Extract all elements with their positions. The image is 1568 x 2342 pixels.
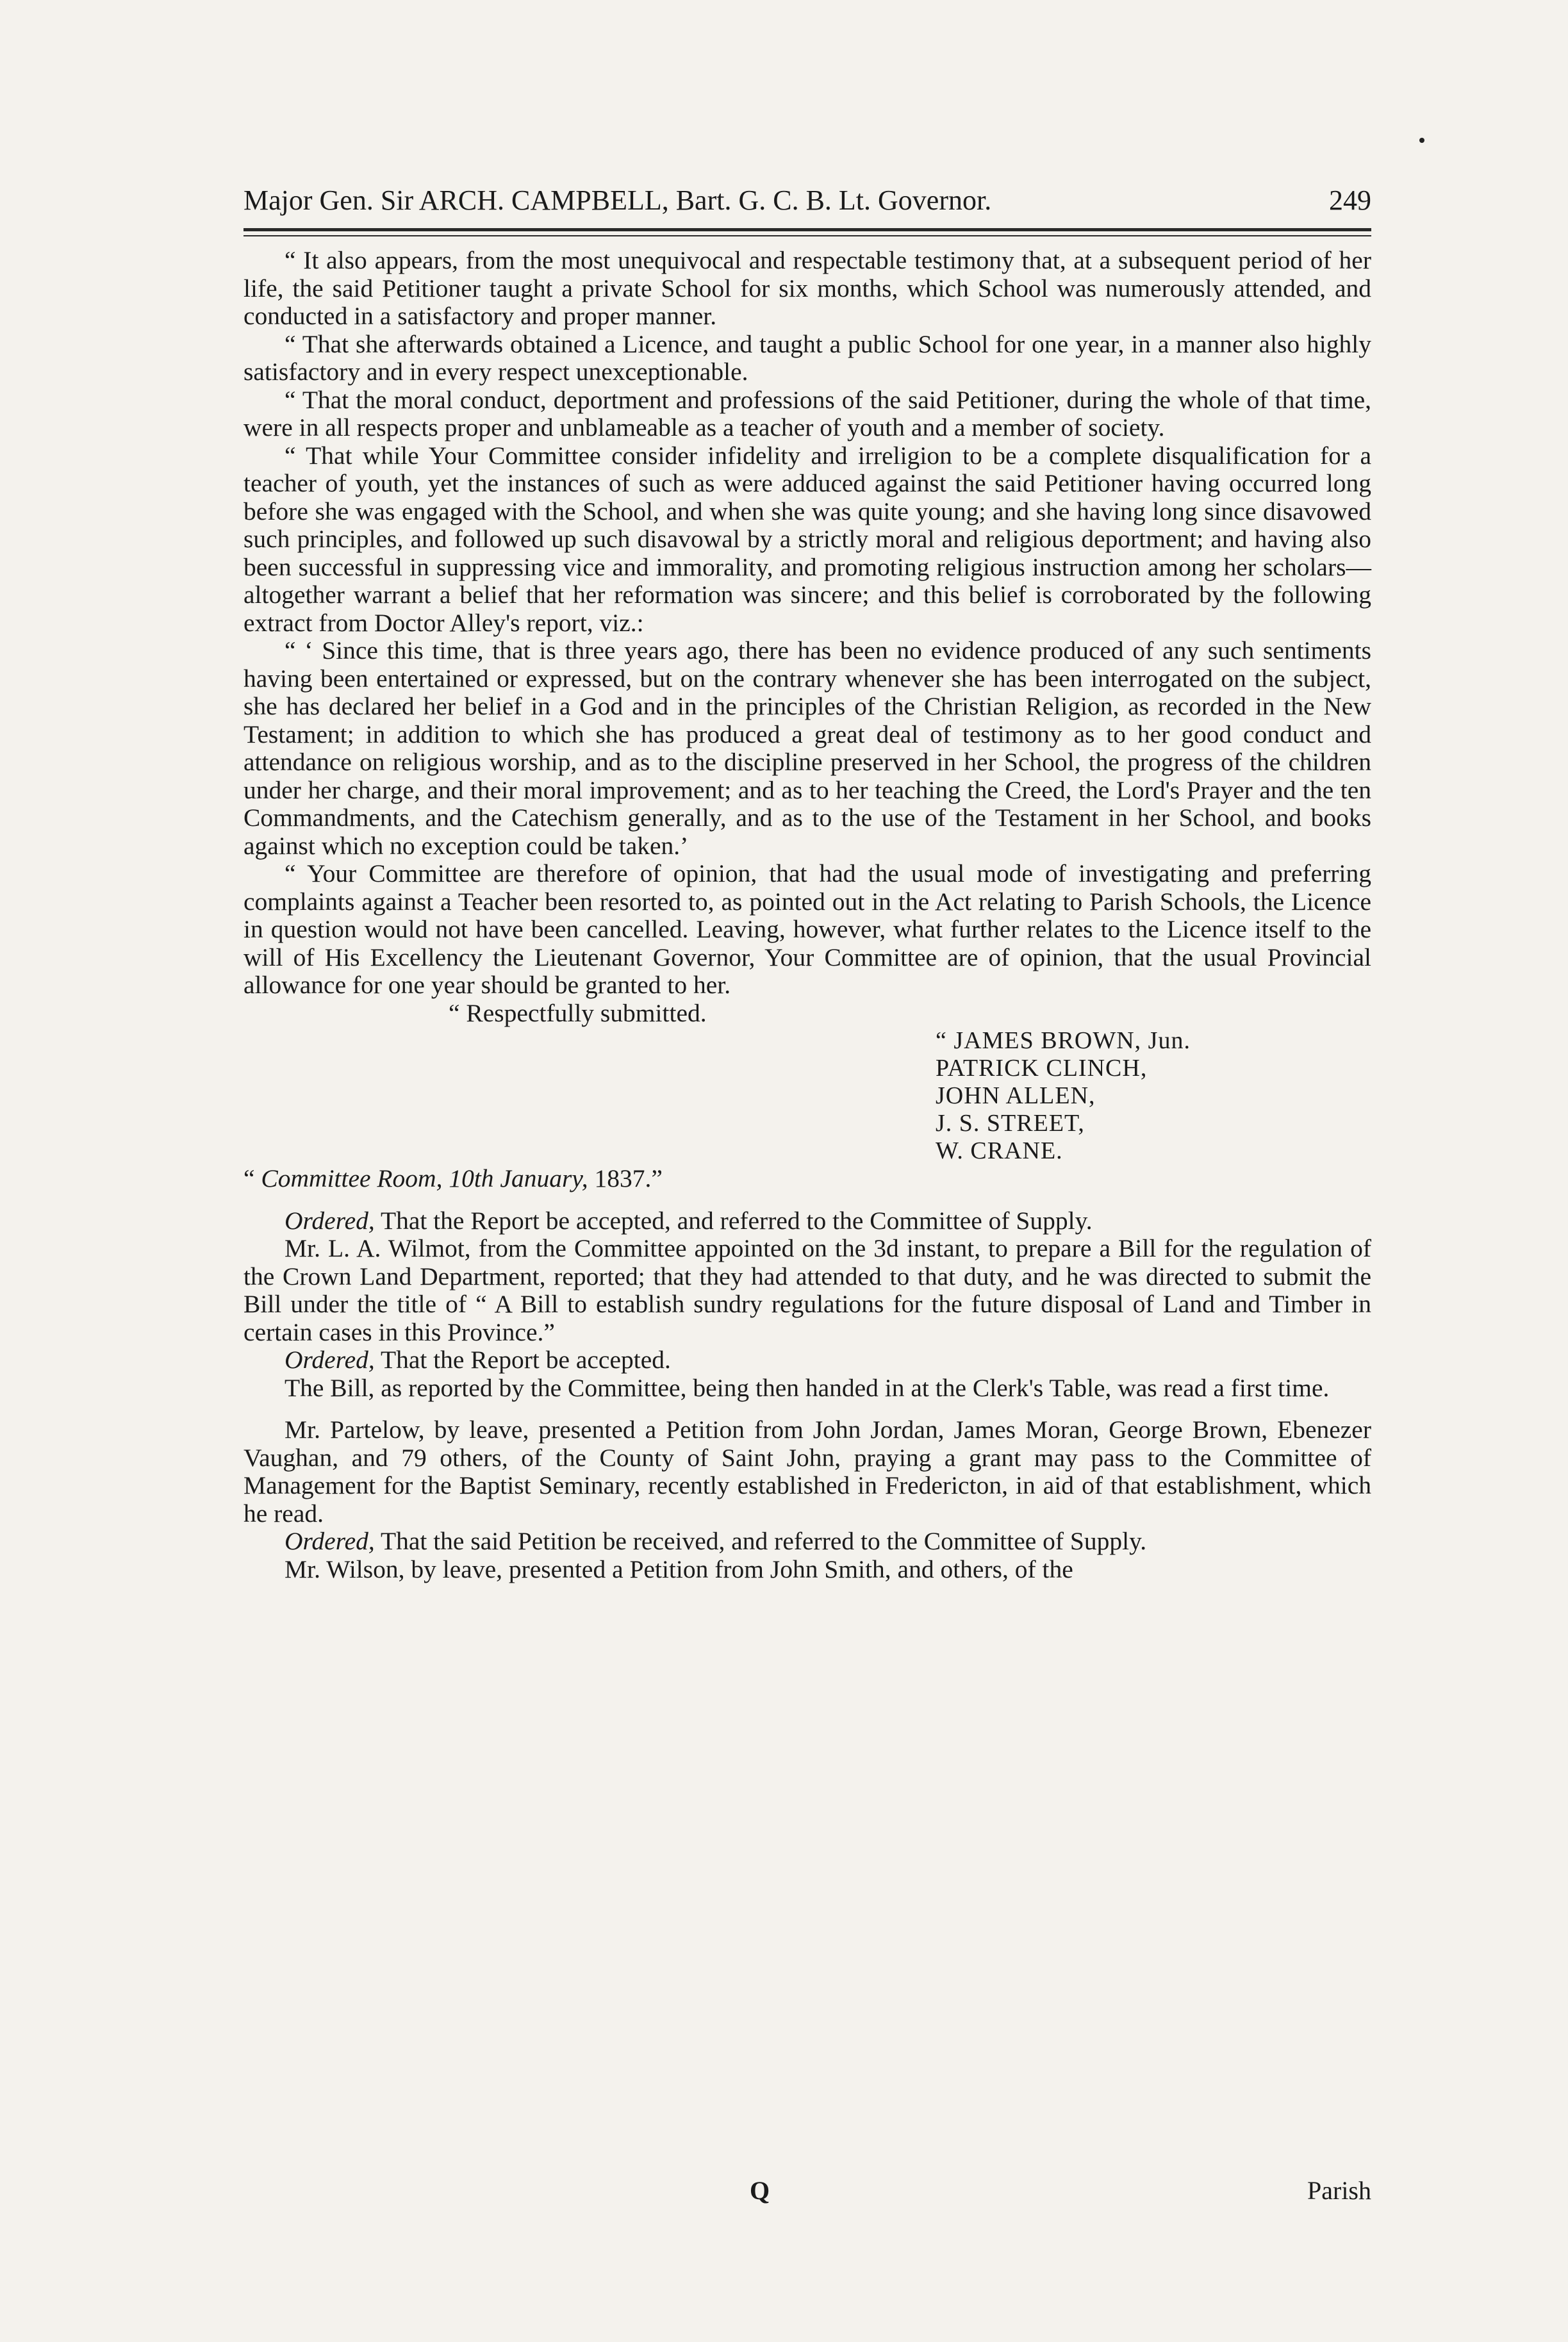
signatory: J. S. STREET, [936, 1110, 1085, 1137]
paragraph: “ That she afterwards obtained a Licence, and taught a public School for one year, in a manner also highly satisfactory and in every respect unexceptionable. [243, 329, 1371, 386]
entry-text: Mr. L. A. Wilmot, from the Committee appointed on the 3d instant, to prepare a Bill for the regulation of the Crown Land Department, reported; that they had attended to that duty, and he was directed to submit the Bill under the title of “ A Bill to establish sundry regulations for the future disposal of Land and Timber in certain cases in this Province.” [243, 1234, 1371, 1346]
entry-text: That the said Petition be received, and referred to the Committee of Supply. [374, 1527, 1147, 1555]
committee-room-year: 1837.” [588, 1164, 663, 1192]
journal-entry [243, 1556, 1371, 1584]
signoff: “ Respectfully submitted. [449, 998, 707, 1027]
journal-entry [243, 1528, 1371, 1556]
ink-speck [1419, 138, 1424, 143]
header-rule-thick [243, 228, 1371, 231]
entry-text: That the Report be accepted. [374, 1346, 671, 1374]
catchword: Parish [1307, 2176, 1371, 2205]
paragraph: “ Your Committee are therefore of opinion, that had the usual mode of investigating and preferring complaints against a Teacher been resorted to, as pointed out in the Act relating to Parish Schools, the Licence in question would not have been cancelled. Leaving, however, what further relates to the Licence itself to the will of His Excellency the Lieutenant Governor, Your Committee are of opinion, that the usual Provincial allowance for one year should be granted to her. [243, 859, 1371, 999]
journal-entry [243, 1346, 1371, 1374]
entry-text: Mr. Partelow, by leave, presented a Petition from John Jordan, James Moran, George Brown, Ebenezer Vaughan, and 79 others, of the County of Saint John, praying a grant may pass to the Committee of Management for the Baptist Seminary, recently established in Fredericton, in aid of that establishment, which he read. [243, 1415, 1371, 1528]
entry-text: Mr. Wilson, by leave, presented a Petition from John Smith, and others, of the [285, 1554, 1073, 1583]
entry-italic: Ordered, [285, 1346, 375, 1374]
signatory: W. CRANE. [936, 1137, 1063, 1164]
page-number: 249 [1329, 185, 1371, 216]
signature-block [243, 1027, 1371, 1165]
page-body [243, 247, 1371, 1583]
paragraph: “ ‘ Since this time, that is three years ago, there has been no evidence produced of any such sentiments having been entertained or expressed, but on the contrary whenever she has been interrogated on the subject, she has declared her belief in a God and in the principles of the Christian Religion, as recorded in the New Testament; in addition to which she has produced a great deal of testimony as to her good conduct and attendance on religious worship, and as to the discipline preserved in her School, the progress of the children under her charge, and their moral improvement; and as to her teaching the Creed, the Lord's Prayer and the ten Commandments, and the Catechism generally, and as to the use of the Testament in her School, and books against which no exception could be taken.’ [243, 636, 1371, 860]
header-rule-thin [243, 235, 1371, 236]
paragraph: “ That while Your Committee consider infidelity and irreligion to be a complete disqualification for a teacher of youth, yet the instances of such as were adduced against the said Petitioner having occurred long before she was engaged with the School, and when she was quite young; and she having long since disavowed such principles, and followed up such disavowal by a strictly moral and religious deportment; and having also been successful in suppressing vice and immorality, and promoting religious instruction among her scholars—altogether warrant a belief that her reformation was sincere; and this belief is corroborated by the following extract from Doctor Alley's report, viz.: [243, 441, 1371, 637]
signatory: PATRICK CLINCH, [936, 1055, 1148, 1082]
page-footer [243, 2175, 1371, 2207]
entry-italic: Ordered, [285, 1527, 375, 1555]
header-title: Major Gen. Sir ARCH. CAMPBELL, Bart. G. C. B. Lt. Governor. [243, 185, 992, 216]
journal-entry [243, 1374, 1371, 1403]
entry-italic: Ordered, [285, 1206, 375, 1235]
journal-entry [243, 1416, 1371, 1528]
journal-entry [243, 1207, 1371, 1235]
journal-entry [243, 1235, 1371, 1346]
paragraph: “ That the moral conduct, deportment and professions of the said Petitioner, during the whole of that time, were in all respects proper and unblameable as a teacher of youth and a member of society. [243, 385, 1371, 441]
committee-room-italic: Committee Room, 10th January, [261, 1164, 588, 1192]
paragraph: “ It also appears, from the most unequivocal and respectable testimony that, at a subsequent period of her life, the said Petitioner taught a private School for six months, which School was numerously attended, and conducted in a satisfactory and proper manner. [243, 246, 1371, 330]
committee-room-prefix: “ [243, 1164, 261, 1192]
signature-mark: Q [750, 2176, 770, 2205]
entry-text: The Bill, as reported by the Committee, being then handed in at the Clerk's Table, was read a first time. [285, 1373, 1330, 1402]
signatory: “ JAMES BROWN, Jun. [936, 1027, 1191, 1054]
entry-text: That the Report be accepted, and referred to the Committee of Supply. [374, 1206, 1093, 1235]
signatory: JOHN ALLEN, [936, 1082, 1096, 1109]
committee-room-line [243, 1165, 1371, 1193]
